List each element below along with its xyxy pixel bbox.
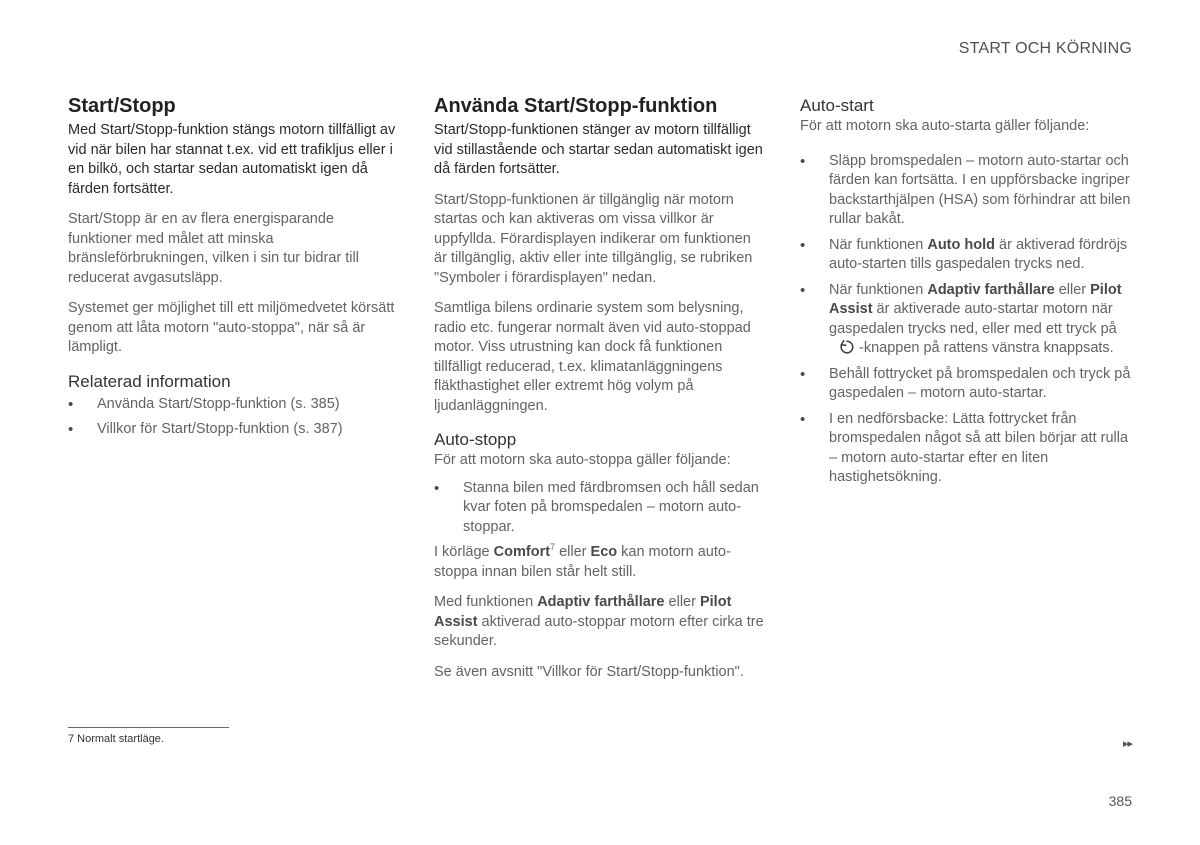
see-also-paragraph[interactable]: Se även avsnitt "Villkor för Start/Stopp-funktion". <box>434 663 744 680</box>
footnote-ref: 7 <box>550 542 556 553</box>
eco-driving-paragraph: Systemet ger möjlighet till ett miljömedvetet körsätt genom att låta motorn "auto-stoppa", när så är lämpligt. <box>68 300 395 355</box>
auto-stop-intro: För att motorn ska auto-stoppa gäller följande: <box>434 452 731 468</box>
page-number: 385 <box>1108 793 1132 809</box>
related-link-use-start-stop[interactable]: • Använda Start/Stopp-funktion (s. 385) <box>68 395 400 415</box>
footnote-divider <box>68 727 229 728</box>
intro-paragraph: Med Start/Stopp-funktion stängs motorn tillfälligt av vid när bilen har stannat t.ex. vid ett trafikljus eller i en bilkö, och startar sedan automatiskt igen då färden fortsätter. <box>68 122 396 197</box>
comfort-mode-label: Comfort <box>493 544 551 560</box>
next-page-arrow-icon: ▸▸ <box>1122 738 1132 750</box>
auto-start-heading: Auto-start <box>800 96 874 115</box>
auto-stop-heading: Auto-stopp <box>434 430 517 449</box>
pilot-assist-label: Pilot Assist <box>434 594 732 630</box>
auto-stop-item: • Stanna bilen med färdbromsen och håll sedan kvar foten på bromspedalen – motorn auto-stoppar. <box>434 479 766 538</box>
cruise-control-paragraph: Med funktionen Adaptiv farthållare eller Pilot Assist aktiverad auto-stoppar motorn efter cirka tre sekunder. <box>434 594 764 649</box>
column-start-stop <box>68 94 400 446</box>
auto-start-item-release-brake: • Släpp bromspedalen – motorn auto-startar och färden kan fortsätta. I en uppförsbacke ingriper backstarthjälpen (HSA) som förhindrar att bilen rullar bakåt. <box>800 152 1132 230</box>
related-information-heading: Relaterad information <box>68 371 231 391</box>
column-use-start-stop <box>434 94 766 682</box>
energy-paragraph: Start/Stopp är en av flera energisparande funktioner med målet att minska bränsleförbrukningen, vilken i sin tur bidrar till reducerat avgasutsläpp. <box>68 211 359 286</box>
adaptive-cruise-label: Adaptiv farthållare <box>927 281 1055 298</box>
related-link-conditions-start-stop[interactable]: • Villkor för Start/Stopp-funktion (s. 387) <box>68 420 400 440</box>
footnote: 7 Normalt startläge. <box>68 733 164 745</box>
pilot-assist-label: Pilot Assist <box>829 281 1122 317</box>
column-auto-start <box>800 94 1132 494</box>
auto-hold-label: Auto hold <box>927 236 995 253</box>
related-links-list <box>68 395 400 440</box>
auto-start-item-auto-hold: • När funktionen Auto hold är aktiverad fördröjs auto-starten tills gaspedalen trycks ned. <box>800 236 1132 275</box>
auto-start-intro: För att motorn ska auto-starta gäller följande: <box>800 118 1090 134</box>
section-title-use-start-stop: Använda Start/Stopp-funktion <box>434 95 718 117</box>
availability-paragraph: Start/Stopp-funktionen är tillgänglig när motorn startas och kan aktiveras om vissa villkor är uppfyllda. Förardisplayen indikerar om funktionen är tillgänglig, aktiv eller inte tillgänglig, se rubriken "Symboler i förardisplayen" nedan. <box>434 191 753 286</box>
section-title-start-stop: Start/Stopp <box>68 95 176 117</box>
auto-stop-list <box>434 479 766 538</box>
auto-start-item-cruise: • När funktionen Adaptiv farthållare eller Pilot Assist är aktiverade auto-startar motorn när gaspedalen trycks ned, eller med ett tryck på-knappen på rattens vänstra knappsats. <box>800 281 1132 359</box>
auto-start-item-brake-and-gas: • Behåll fottrycket på bromspedalen och tryck på gaspedalen – motorn auto-startar. <box>800 365 1132 404</box>
drive-mode-paragraph: I körläge Comfort$^7$ eller Eco kan motorn auto-stoppa innan bilen står helt still. <box>434 542 731 580</box>
eco-mode-label: Eco <box>590 544 618 560</box>
restart-icon <box>839 339 855 355</box>
adaptive-cruise-label: Adaptiv farthållare <box>537 594 665 610</box>
use-intro-paragraph: Start/Stopp-funktionen stänger av motorn tillfälligt vid stillastående och startar sedan automatiskt igen då färden fortsätter. <box>434 122 763 177</box>
auto-start-item-downhill: • I en nedförsbacke: Lätta fottrycket från bromspedalen något så att bilen börjar att rulla – motorn auto-startar efter en liten hastighetsökning. <box>800 410 1132 488</box>
auto-start-list <box>800 152 1132 488</box>
section-header: START OCH KÖRNING <box>958 40 1132 57</box>
systems-paragraph: Samtliga bilens ordinarie system som belysning, radio etc. fungerar normalt även vid auto-stoppad motor. Viss utrustning kan dock få funktionen tillfälligt reducerad, t.ex. klimatanläggningens fläkthastighet eller extremt hög volym på ljudanläggningen. <box>434 300 751 414</box>
